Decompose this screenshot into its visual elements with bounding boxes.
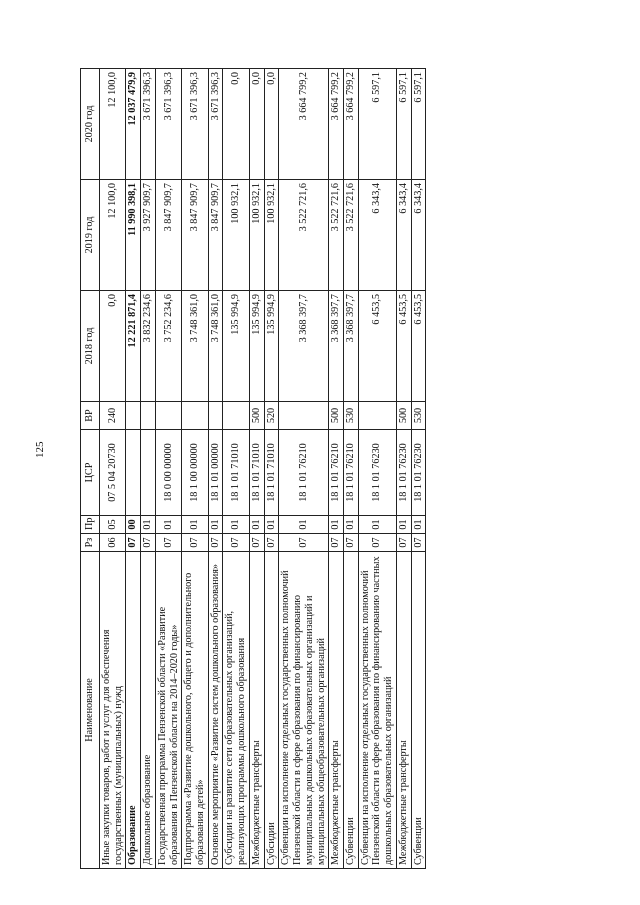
cell-2020: 6 597,1 (411, 69, 426, 180)
cell-2018: 3 368 397,7 (343, 291, 358, 402)
cell-name: Государственная программа Пензенской области «Развитие образования в Пензенской области на 2014–2020 годы» (155, 552, 181, 869)
cell-rz: 07 (396, 534, 411, 552)
cell-pr: 05 (100, 516, 126, 534)
table-row (100, 69, 126, 869)
budget-table (80, 68, 426, 869)
cell-2018: 3 368 397,7 (279, 291, 329, 402)
cell-name: Дошкольное образование (141, 552, 156, 869)
cell-rz: 07 (249, 534, 264, 552)
cell-name: Субвенции на исполнение отдельных государственных полномочий Пензенской области в сфере образования по финансированию муниципальных дошкольных образовательных организаций и муниципальных общеобразовательных организаций (279, 552, 329, 869)
cell-2018: 135 994,9 (264, 291, 279, 402)
table-row (358, 69, 396, 869)
cell-name: Субвенции (343, 552, 358, 869)
table-row (155, 69, 181, 869)
cell-vr: 500 (249, 402, 264, 430)
cell-pr: 01 (411, 516, 426, 534)
cell-vr (279, 402, 329, 430)
cell-rz: 07 (208, 534, 223, 552)
cell-2020: 6 597,1 (396, 69, 411, 180)
cell-csr: 18 1 01 76210 (279, 430, 329, 516)
cell-name: Подпрограмма «Развитие дошкольного, общего и дополнительного образования детей» (182, 552, 208, 869)
cell-pr: 01 (396, 516, 411, 534)
cell-2019: 6 343,4 (358, 180, 396, 291)
cell-pr: 01 (329, 516, 344, 534)
col-header-2020: 2020 год (81, 69, 100, 180)
cell-rz: 07 (126, 534, 141, 552)
cell-2020: 0,0 (264, 69, 279, 180)
cell-2020: 12 100,0 (100, 69, 126, 180)
cell-pr: 00 (126, 516, 141, 534)
col-header-name: Наименование (81, 552, 100, 869)
table-row (223, 69, 249, 869)
cell-csr: 07 5 04 20730 (100, 430, 126, 516)
cell-vr (223, 402, 249, 430)
cell-pr: 01 (155, 516, 181, 534)
cell-2019: 11 990 398,1 (126, 180, 141, 291)
cell-rz: 07 (155, 534, 181, 552)
cell-2018: 6 453,5 (396, 291, 411, 402)
cell-csr: 18 1 01 76210 (343, 430, 358, 516)
col-header-rz: Рз (81, 534, 100, 552)
cell-rz: 07 (223, 534, 249, 552)
cell-2020: 3 671 396,3 (141, 69, 156, 180)
cell-pr: 01 (208, 516, 223, 534)
cell-name: Иные закупки товаров, работ и услуг для обеспечения государственных (муниципальных) нужд (100, 552, 126, 869)
table-row (141, 69, 156, 869)
cell-vr: 520 (264, 402, 279, 430)
cell-2018: 12 221 871,4 (126, 291, 141, 402)
cell-pr: 01 (249, 516, 264, 534)
cell-rz: 07 (411, 534, 426, 552)
cell-2019: 3 847 909,7 (182, 180, 208, 291)
cell-2018: 3 752 234,6 (155, 291, 181, 402)
cell-csr: 18 1 01 76230 (396, 430, 411, 516)
cell-name: Межбюджетные трансферты (329, 552, 344, 869)
cell-pr: 01 (358, 516, 396, 534)
cell-2018: 3 748 361,0 (182, 291, 208, 402)
cell-2020: 0,0 (223, 69, 249, 180)
cell-vr (358, 402, 396, 430)
cell-2019: 3 847 909,7 (155, 180, 181, 291)
cell-2019: 100 932,1 (249, 180, 264, 291)
cell-2019: 3 522 721,6 (329, 180, 344, 291)
col-header-vr: ВР (81, 402, 100, 430)
cell-2019: 3 927 909,7 (141, 180, 156, 291)
cell-2020: 0,0 (249, 69, 264, 180)
cell-2020: 6 597,1 (358, 69, 396, 180)
cell-rz: 06 (100, 534, 126, 552)
table-row (343, 69, 358, 869)
cell-vr (141, 402, 156, 430)
cell-vr: 240 (100, 402, 126, 430)
cell-vr (182, 402, 208, 430)
cell-2020: 12 037 479,9 (126, 69, 141, 180)
cell-pr: 01 (264, 516, 279, 534)
table-row (264, 69, 279, 869)
cell-rz: 07 (279, 534, 329, 552)
cell-2019: 3 522 721,6 (279, 180, 329, 291)
cell-2020: 3 664 799,2 (279, 69, 329, 180)
cell-vr: 530 (343, 402, 358, 430)
cell-vr (208, 402, 223, 430)
cell-name: Субсидии на развитие сети образовательных организаций, реализующих программы дошкольного образования (223, 552, 249, 869)
cell-2018: 0,0 (100, 291, 126, 402)
cell-csr: 18 1 01 76230 (358, 430, 396, 516)
cell-pr: 01 (182, 516, 208, 534)
cell-2020: 3 671 396,3 (182, 69, 208, 180)
cell-name: Субвенции на исполнение отдельных государственных полномочий Пензенской области в сфере образования по финансированию частных дошкольных образовательных организаций (358, 552, 396, 869)
cell-csr: 18 1 01 71010 (264, 430, 279, 516)
table-row (208, 69, 223, 869)
cell-2019: 100 932,1 (223, 180, 249, 291)
cell-rz: 07 (264, 534, 279, 552)
cell-name: Межбюджетные трансферты (249, 552, 264, 869)
page-number: 125 (34, 441, 46, 458)
cell-2020: 3 671 396,3 (208, 69, 223, 180)
cell-2019: 12 100,0 (100, 180, 126, 291)
cell-csr: 18 1 01 00000 (208, 430, 223, 516)
cell-vr: 530 (411, 402, 426, 430)
col-header-2019: 2019 год (81, 180, 100, 291)
cell-rz: 07 (343, 534, 358, 552)
col-header-2018: 2018 год (81, 291, 100, 402)
cell-2019: 6 343,4 (396, 180, 411, 291)
cell-2020: 3 664 799,2 (329, 69, 344, 180)
cell-csr (141, 430, 156, 516)
table-row (249, 69, 264, 869)
cell-2018: 6 453,5 (358, 291, 396, 402)
table-row (126, 69, 141, 869)
cell-2018: 3 368 397,7 (329, 291, 344, 402)
cell-csr: 18 1 01 71010 (249, 430, 264, 516)
cell-name: Субсидии (264, 552, 279, 869)
cell-name: Межбюджетные трансферты (396, 552, 411, 869)
col-header-pr: Пр (81, 516, 100, 534)
table-row (329, 69, 344, 869)
cell-csr (126, 430, 141, 516)
cell-rz: 07 (182, 534, 208, 552)
cell-2018: 3 832 234,6 (141, 291, 156, 402)
cell-pr: 01 (141, 516, 156, 534)
cell-rz: 07 (358, 534, 396, 552)
rotated-table-container (80, 69, 426, 869)
cell-pr: 01 (279, 516, 329, 534)
table-row (279, 69, 329, 869)
cell-2019: 3 522 721,6 (343, 180, 358, 291)
cell-csr: 18 1 01 76210 (329, 430, 344, 516)
cell-pr: 01 (343, 516, 358, 534)
table-header-row (81, 69, 100, 869)
cell-pr: 01 (223, 516, 249, 534)
cell-2018: 6 453,5 (411, 291, 426, 402)
cell-2019: 100 932,1 (264, 180, 279, 291)
cell-csr: 18 1 01 76230 (411, 430, 426, 516)
cell-2020: 3 671 396,3 (155, 69, 181, 180)
cell-2018: 3 748 361,0 (208, 291, 223, 402)
cell-csr: 18 0 00 00000 (155, 430, 181, 516)
table-row (396, 69, 411, 869)
cell-2018: 135 994,9 (249, 291, 264, 402)
cell-vr (155, 402, 181, 430)
cell-2020: 3 664 799,2 (343, 69, 358, 180)
cell-vr (126, 402, 141, 430)
cell-vr: 500 (329, 402, 344, 430)
cell-rz: 07 (141, 534, 156, 552)
cell-name: Образование (126, 552, 141, 869)
table-body (100, 69, 426, 869)
cell-2019: 6 343,4 (411, 180, 426, 291)
cell-rz: 07 (329, 534, 344, 552)
cell-name: Основное мероприятие «Развитие систем дошкольного образования» (208, 552, 223, 869)
cell-csr: 18 1 01 71010 (223, 430, 249, 516)
table-row (411, 69, 426, 869)
cell-2019: 3 847 909,7 (208, 180, 223, 291)
cell-vr: 500 (396, 402, 411, 430)
cell-csr: 18 1 00 00000 (182, 430, 208, 516)
cell-2018: 135 994,9 (223, 291, 249, 402)
cell-name: Субвенции (411, 552, 426, 869)
table-row (182, 69, 208, 869)
col-header-csr: ЦСР (81, 430, 100, 516)
